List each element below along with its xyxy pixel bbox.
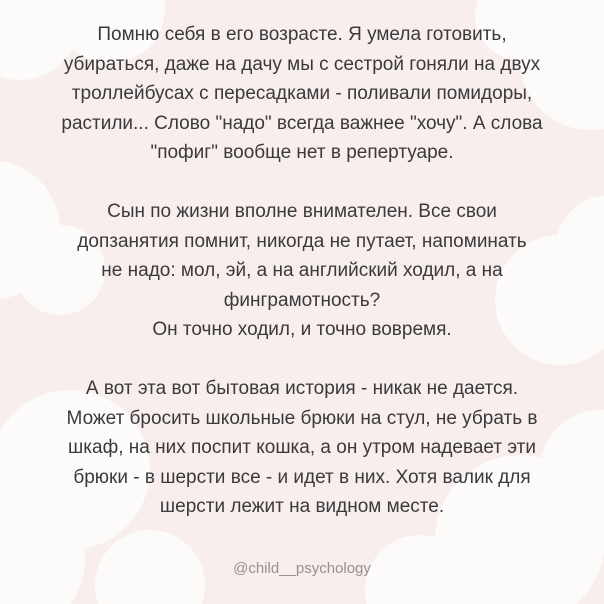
text-line: брюки - в шерсти все - и идет в них. Хотя валик для <box>73 466 531 488</box>
text-line: Может бросить школьные брюки на стул, не убрать в <box>66 407 538 429</box>
text-line: растили... Слово "надо" всегда важнее "хочу". А слова <box>61 112 543 134</box>
text-line: шкаф, на них поспит кошка, а он утром надевает эти <box>68 437 536 458</box>
text-line: шерсти лежит на видном месте. <box>159 496 445 517</box>
paragraph-1 <box>20 20 584 168</box>
text-line: троллейбусах с пересадками - поливали помидоры, <box>71 83 533 104</box>
text-line: финграмотность? <box>223 289 381 311</box>
text-line: Помню себя в его возрасте. Я умела готовить, <box>97 24 507 45</box>
post-text <box>20 20 584 522</box>
text-line: не надо: мол, эй, а на английский ходил, а на <box>101 260 503 281</box>
text-line: А вот эта вот бытовая история - никак не дается. <box>85 378 519 399</box>
text-line: убираться, даже на дачу мы с сестрой гоняли на двух <box>63 53 541 75</box>
text-line: "пофиг" вообще нет в репертуаре. <box>150 142 454 163</box>
paragraph-3 <box>20 374 584 522</box>
text-line: Он точно ходил, и точно вовремя. <box>152 319 452 340</box>
author-handle: @child__psychology <box>233 560 371 577</box>
text-line: Сын по жизни вполне внимателен. Все свои <box>107 201 497 222</box>
text-line: допзанятия помнит, никогда не путает, напоминать <box>77 230 527 252</box>
paragraph-2 <box>20 197 584 345</box>
